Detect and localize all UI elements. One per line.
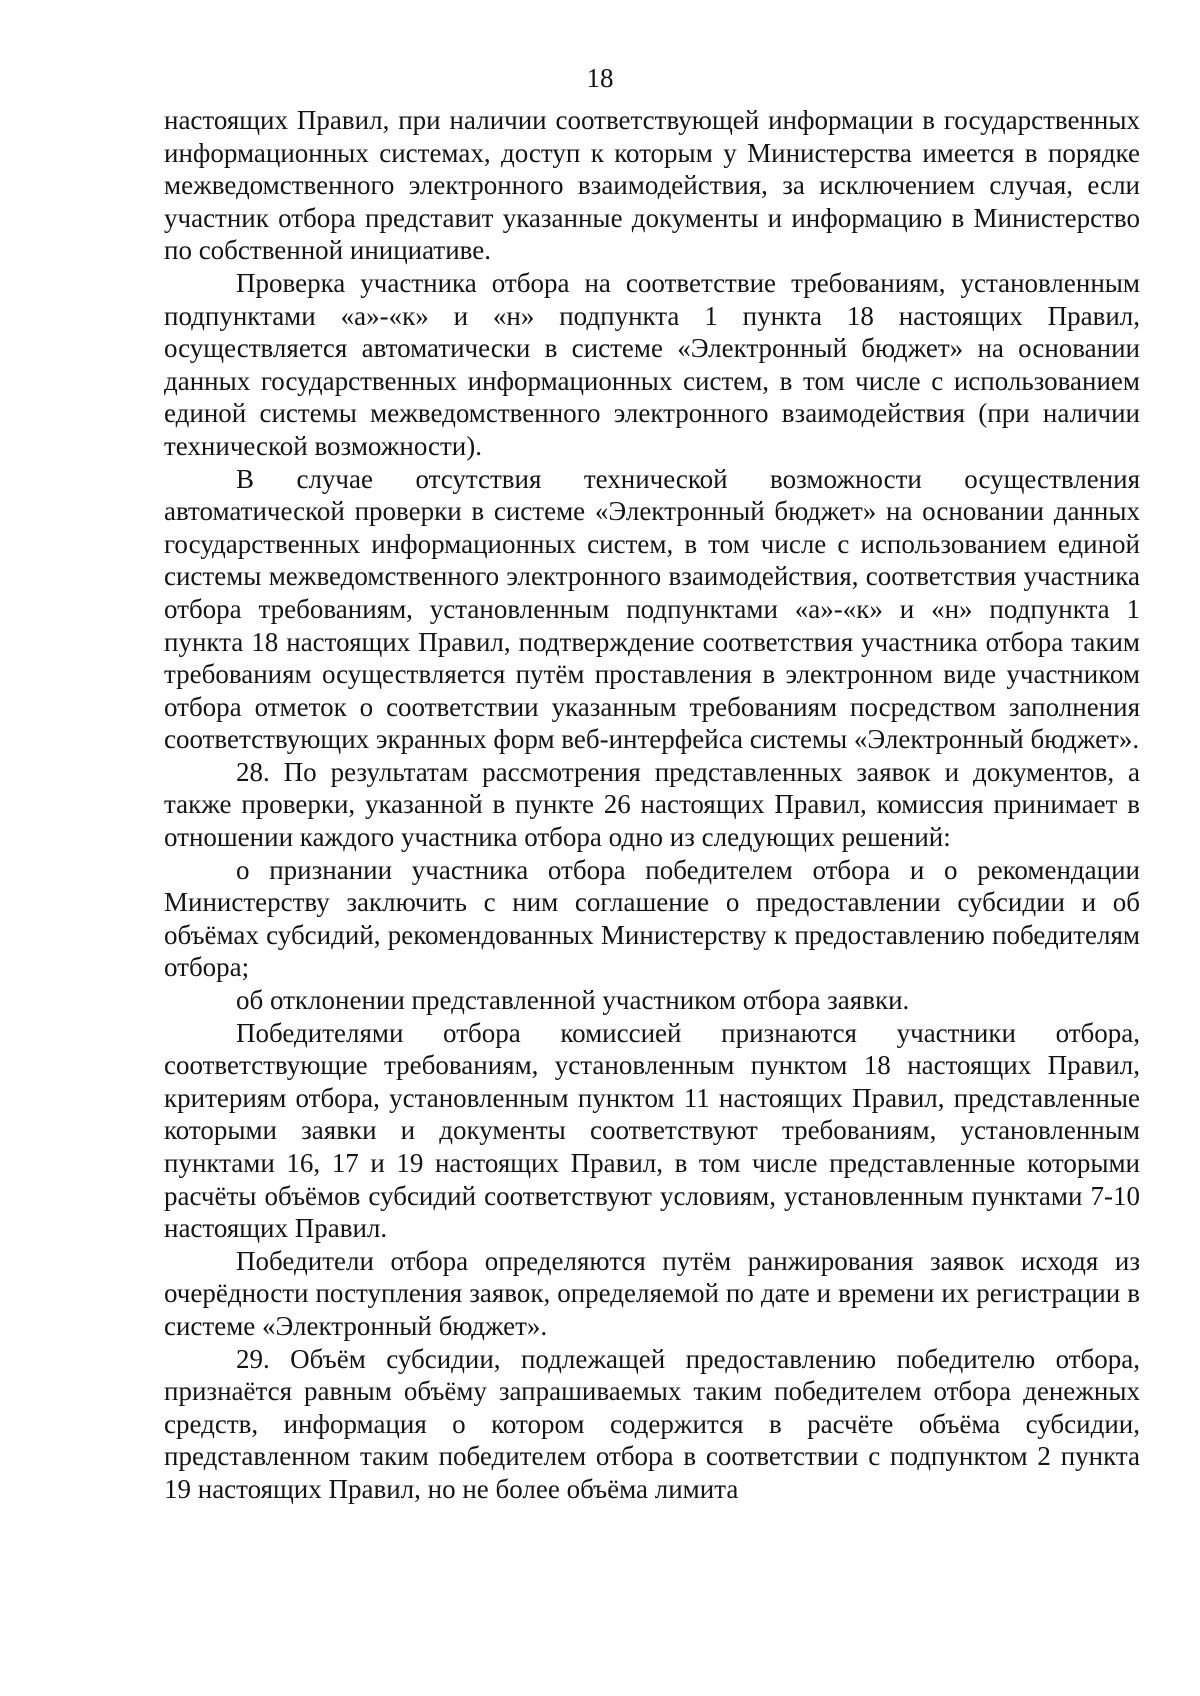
paragraph-winners-criteria: Победителями отбора комиссией признаются участники отбора, соответствующие требованиям, установленным пунктом 18 настоящих Правил, критериям отбора, установленным пунктом 11 настоящих Правил, представленные которыми заявки и документы соответствуют требованиям, установленным пунктами 16, 17 и 19 настоящих Правил, в том числе представленные которыми расчёты объёмов субсидий соответствуют условиям, установленным пунктами 7-10 настоящих Правил. bbox=[164, 1017, 1140, 1244]
paragraph-continuation: настоящих Правил, при наличии соответствующей информации в государственных информационных системах, доступ к которым у Министерства имеется в порядке межведомственного электронного взаимодействия, за исключением случая, если участник отбора представит указанные документы и информацию в Министерство по собственной инициативе. bbox=[164, 105, 1140, 266]
page-number: 18 bbox=[586, 63, 614, 93]
paragraph-decision-reject: об отклонении представленной участником отбора заявки. bbox=[236, 985, 910, 1016]
paragraph-decision-winner: о признании участника отбора победителем отбора и о рекомендации Министерству заключить с ним соглашение о предоставлении субсидии и об объёмах субсидий, рекомендованных Министерству к предоставлению победителям отбора; bbox=[164, 854, 1140, 983]
paragraph-item-29: 29. Объём субсидии, подлежащей предоставлению победителю отбора, признаётся равным объёму запрашиваемых таким победителем отбора денежных средств, информация о котором содержится в расчёте объёма субсидии, представленном таким победителем отбора в соответствии с подпунктом 2 пункта 19 настоящих Правил, но не более объёма лимита bbox=[164, 1343, 1140, 1504]
paragraph-automatic-check: Проверка участника отбора на соответствие требованиям, установленным подпунктами «а»-«к» и «н» подпункта 1 пункта 18 настоящих Правил, осуществляется автоматически в системе «Электронный бюджет» на основании данных государственных информационных систем, в том числе с использованием единой системы межведомственного электронного взаимодействия (при наличии технической возможности). bbox=[164, 267, 1140, 461]
paragraph-item-28: 28. По результатам рассмотрения представленных заявок и документов, а также проверки, указанной в пункте 26 настоящих Правил, комиссия принимает в отношении каждого участника отбора одно из следующих решений: bbox=[164, 756, 1140, 853]
paragraph-winners-ranking: Победители отбора определяются путём ранжирования заявок исходя из очерёдности поступления заявок, определяемой по дате и времени их регистрации в системе «Электронный бюджет». bbox=[164, 1245, 1140, 1341]
document-body bbox=[164, 104, 1140, 1506]
paragraph-manual-confirmation: В случае отсутствия технической возможности осуществления автоматической проверки в системе «Электронный бюджет» на основании данных государственных информационных систем, в том числе с использованием единой системы межведомственного электронного взаимодействия, соответствия участника отбора требованиям, установленным подпунктами «а»-«к» и «н» подпункта 1 пункта 18 настоящих Правил, подтверждение соответствия участника отбора таким требованиям осуществляется путём проставления в электронном виде участником отбора отметок о соответствии указанным требованиям посредством заполнения соответствующих экранных форм веб-интерфейса системы «Электронный бюджет». bbox=[164, 463, 1140, 755]
